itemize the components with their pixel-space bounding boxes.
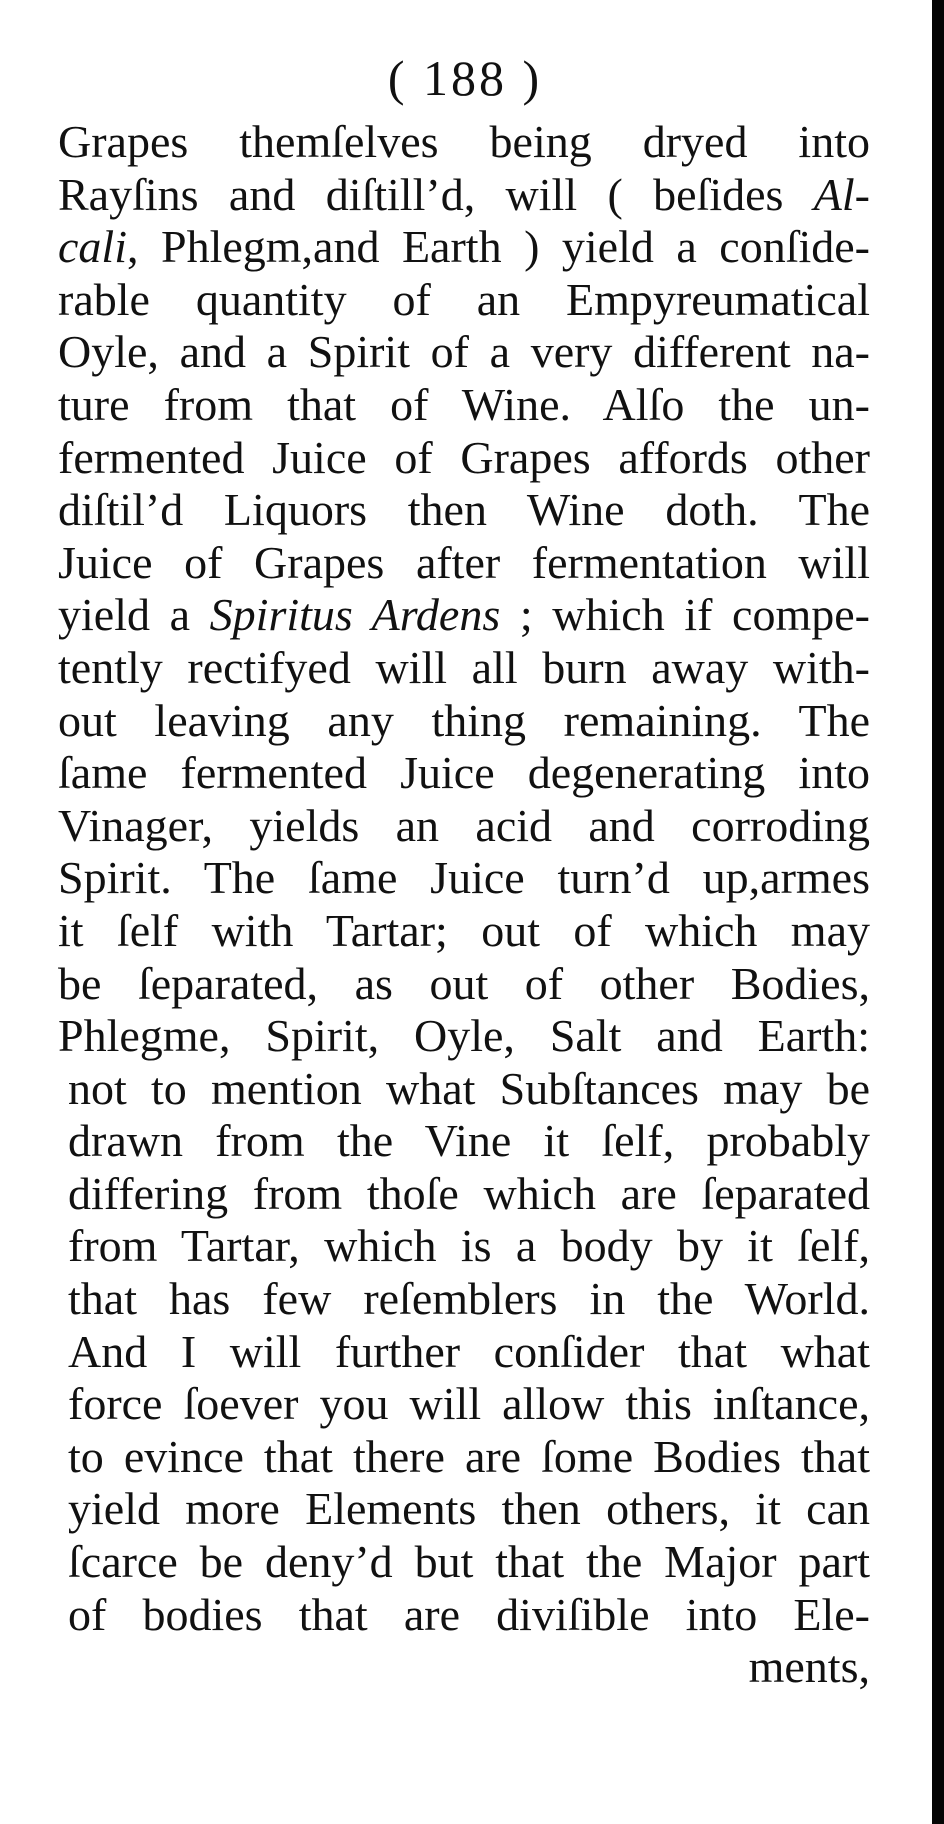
text-segment: Phlegme, Spirit, Oyle, Salt and Earth: (58, 1010, 870, 1062)
text-line (58, 800, 870, 853)
text-segment: ture from that of Wine. Alſo the un- (58, 378, 870, 430)
text-segment: be ſeparated, as out of other Bodies, (58, 957, 870, 1009)
text-segment: out leaving any thing remaining. The (58, 694, 870, 746)
text-segment: ſcarce be deny’d but that the Major part (68, 1536, 870, 1588)
text-segment: yield a (58, 589, 210, 641)
text-line (58, 1273, 870, 1326)
text-segment: Spirit. The ſame Juice turn’d up,armes (58, 852, 870, 904)
text-line (58, 852, 870, 905)
text-line (58, 1115, 870, 1168)
text-line (58, 1010, 870, 1063)
text-segment: differing from thoſe which are ſeparated (68, 1167, 870, 1219)
body-text (58, 116, 870, 1694)
text-line (58, 958, 870, 1011)
text-segment: force ſoever you will allow this inſtance, (68, 1378, 870, 1430)
text-line (58, 905, 870, 958)
text-line (58, 537, 870, 590)
text-segment: Oyle, and a Spirit of a very different na- (58, 326, 870, 378)
text-line (58, 1063, 870, 1116)
text-segment: rable quantity of an Empyreumatical (58, 273, 870, 325)
text-line (58, 379, 870, 432)
text-segment: not to mention what Subſtances may be (68, 1062, 870, 1114)
text-segment: And I will further conſider that what (68, 1325, 870, 1377)
text-segment: to evince that there are ſome Bodies that (68, 1430, 870, 1482)
catchword: ments, (748, 1641, 870, 1693)
text-line (58, 1326, 870, 1379)
text-segment: ; which if compe- (500, 589, 870, 641)
text-line (58, 326, 870, 379)
text-line (58, 1536, 870, 1589)
text-line (58, 1378, 870, 1431)
text-segment: Juice of Grapes after fermentation will (58, 536, 870, 588)
text-line (58, 642, 870, 695)
text-segment: Vinager, yields an acid and corroding (58, 799, 870, 851)
text-line (58, 1220, 870, 1273)
text-line (58, 1168, 870, 1221)
text-segment: from Tartar, which is a body by it ſelf, (68, 1220, 870, 1272)
italic-term: Al- (813, 168, 870, 220)
text-line (58, 169, 870, 222)
italic-term: Spiritus Ardens (209, 589, 501, 641)
text-segment: drawn from the Vine it ſelf, probably (68, 1115, 870, 1167)
text-segment: yield more Elements then others, it can (68, 1483, 870, 1535)
text-segment: Grapes themſelves being dryed into (58, 116, 870, 167)
text-line (58, 432, 870, 485)
text-line (58, 589, 870, 642)
text-line (58, 274, 870, 327)
text-line (58, 747, 870, 800)
text-segment: tently rectifyed will all burn away with- (58, 641, 870, 693)
text-line (58, 1431, 870, 1484)
text-line (58, 695, 870, 748)
page-number: ( 188 ) (387, 50, 543, 106)
text-line (58, 116, 870, 169)
text-segment: fermented Juice of Grapes affords other (58, 431, 870, 483)
text-line (58, 484, 870, 537)
text-segment: of bodies that are diviſible into Ele- (68, 1588, 870, 1640)
text-segment: it ſelf with Tartar; out of which may (58, 904, 870, 956)
text-segment: diſtil’d Liquors then Wine doth. The (58, 484, 870, 536)
text-segment: ſame fermented Juice degenerating into (58, 747, 870, 799)
italic-term: cali (58, 221, 127, 273)
text-segment: that has few reſemblers in the World. (68, 1273, 870, 1325)
text-segment: , Phlegm,and Earth ) yield a conſide- (126, 221, 870, 273)
text-line (58, 1589, 870, 1642)
text-line (58, 221, 870, 274)
page-edge-shadow (932, 0, 944, 1824)
text-line (58, 1483, 870, 1536)
text-segment: Rayſins and diſtill’d, will ( beſides (58, 168, 814, 220)
